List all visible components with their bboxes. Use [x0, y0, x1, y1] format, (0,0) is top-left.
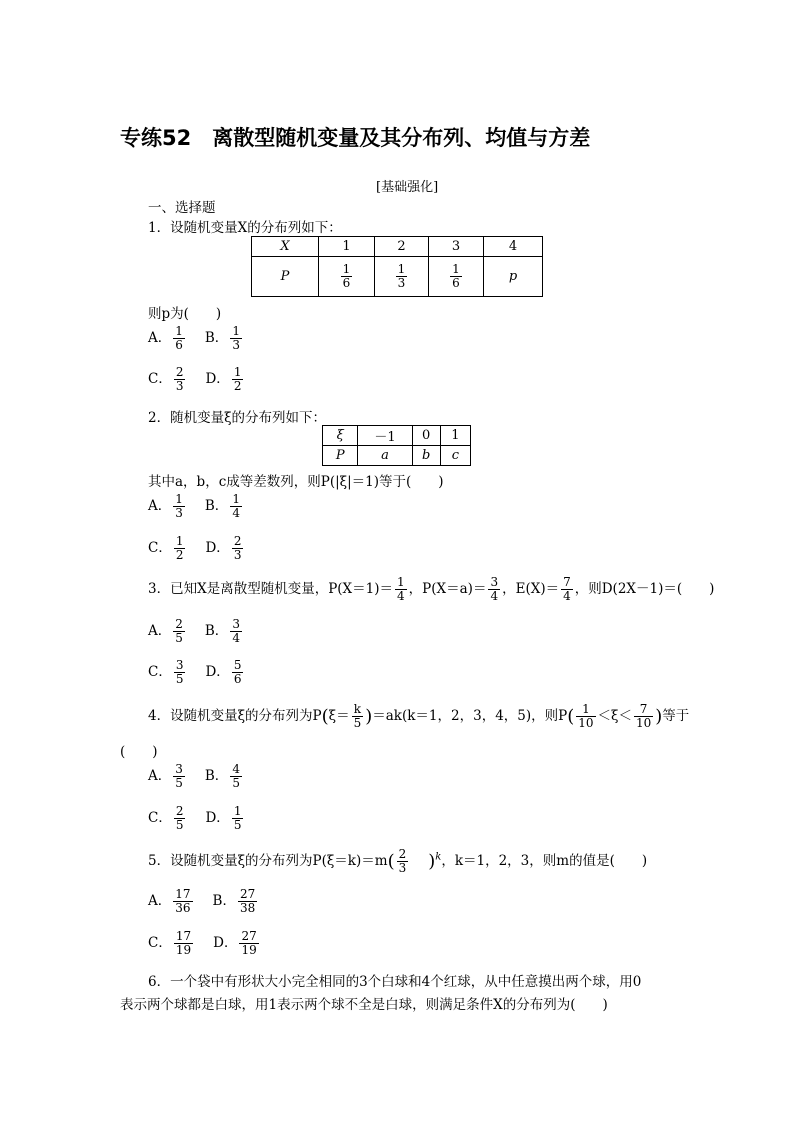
q2-row-cell: P [323, 446, 358, 466]
q1-prob-cell: $\frac{1}{6}$ [429, 257, 484, 297]
q6-line-2: 表示两个球都是白球，用1表示两个球不全是白球，则满足条件X的分布列为( ) [120, 997, 608, 1013]
q6-line-1: 6．一个袋中有形状大小完全相同的3个白球和4个红球，从中任意摸出两个球，用0 [148, 974, 642, 990]
q1-header-cell: 2 [375, 237, 429, 257]
page-title: 专练52 离散型随机变量及其分布列、均值与方差 [120, 126, 591, 150]
q2-distribution-table [322, 425, 471, 466]
q2-row-cell: a [358, 446, 412, 466]
q4-answer-paren: ( ) [120, 744, 158, 760]
q5-stem: 5．设随机变量ξ的分布列为P(ξ＝k)＝m( $\frac{2}{3}$ )$^k$，k＝1，2，3，则m的值是( ) [148, 847, 648, 875]
q2-ask: 其中a，b，c成等差数列，则P(|ξ|＝1)等于( ) [148, 474, 444, 490]
q4-stem: 4．设随机变量ξ的分布列为P(ξ＝ $\frac{k}{5}$ )＝ak(k＝1，2，3，4，5)，则P( $\frac{1}{10}$ ＜ξ＜ $\frac{7}{10}$ )等于 [148, 702, 690, 730]
q2-row-cell: b [412, 446, 440, 466]
q1-row-label: P [252, 257, 319, 297]
q5-option-row-1: A． $\frac{17}{36}$ B． $\frac{27}{38}$ [148, 887, 256, 915]
q3-option-row-2: C． $\frac{3}{5}$ D． $\frac{5}{6}$ [148, 658, 242, 686]
q1-distribution-table [251, 236, 543, 297]
q1-option-row-1: A． $\frac{1}{6}$ B． $\frac{1}{3}$ [148, 324, 240, 352]
q1-stem: 1．设随机变量X的分布列如下： [148, 220, 342, 236]
q4-option-row-2: C． $\frac{2}{5}$ D． $\frac{1}{5}$ [148, 804, 242, 832]
q2-header-cell: ξ [323, 426, 358, 446]
q2-option-row-2: C． $\frac{1}{2}$ D． $\frac{2}{3}$ [148, 534, 242, 562]
q2-stem: 2．随机变量ξ的分布列如下： [148, 410, 327, 426]
section-heading: 一、选择题 [148, 200, 216, 216]
q1-ask: 则p为( ) [148, 306, 222, 322]
q1-header-cell: 4 [484, 237, 543, 257]
q1-prob-cell: $\frac{1}{3}$ [375, 257, 429, 297]
q2-header-cell: －1 [358, 426, 412, 446]
q1-prob-cell: p [484, 257, 543, 297]
q3-option-row-1: A． $\frac{2}{5}$ B． $\frac{3}{4}$ [148, 617, 240, 645]
q4-option-row-1: A． $\frac{3}{5}$ B． $\frac{4}{5}$ [148, 762, 240, 790]
q3-stem: 3．已知X是离散型随机变量，P(X＝1)＝ $\frac{1}{4}$ ，P(X＝a)＝ $\frac{3}{4}$ ，E(X)＝ $\frac{7}{4}$ ，则D(2X－1)＝( ) [148, 575, 715, 603]
section-subtitle: [基础强化] [376, 180, 439, 195]
q1-header-cell: X [252, 237, 319, 257]
q1-header-cell: 3 [429, 237, 484, 257]
q1-prob-cell: $\frac{1}{6}$ [319, 257, 375, 297]
q2-header-cell: 1 [440, 426, 470, 446]
q5-option-row-2: C． $\frac{17}{19}$ D． $\frac{27}{19}$ [148, 929, 257, 957]
q1-option-row-2: C． $\frac{2}{3}$ D． $\frac{1}{2}$ [148, 365, 242, 393]
q1-header-cell: 1 [319, 237, 375, 257]
q2-option-row-1: A． $\frac{1}{3}$ B． $\frac{1}{4}$ [148, 492, 240, 520]
q2-header-cell: 0 [412, 426, 440, 446]
q2-row-cell: c [440, 446, 470, 466]
